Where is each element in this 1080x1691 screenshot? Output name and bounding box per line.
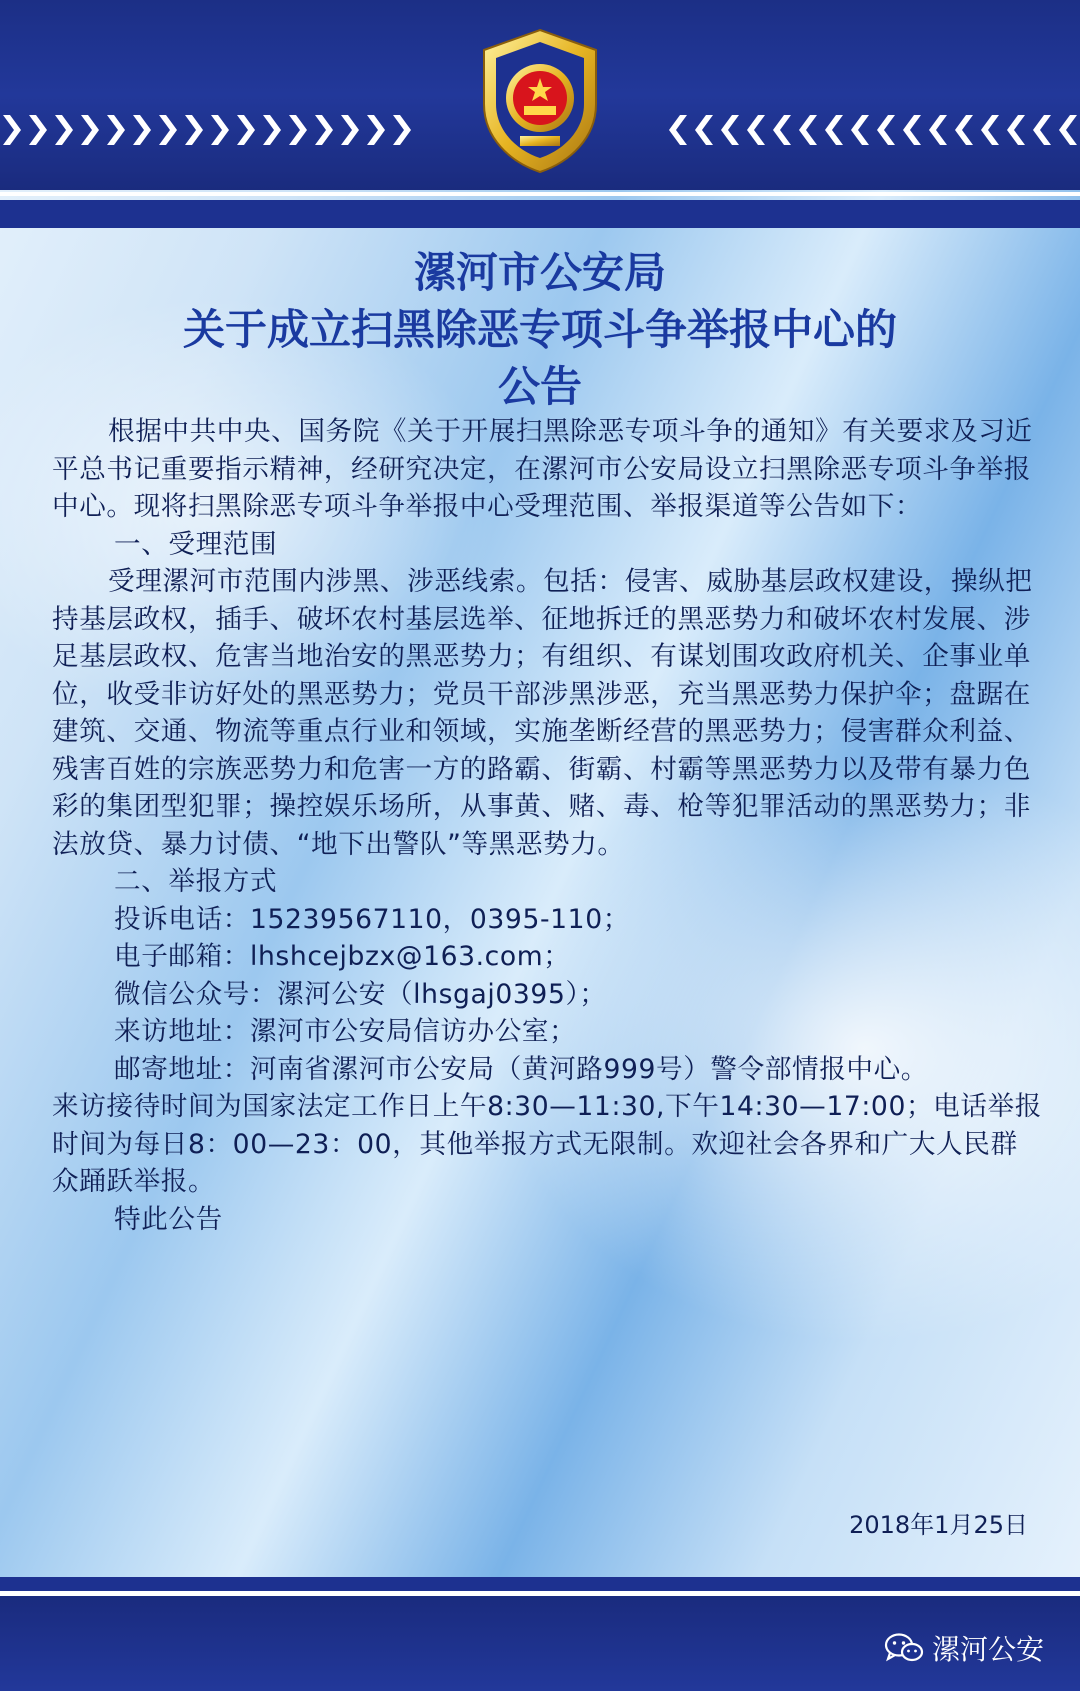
chevron-left-icon xyxy=(926,113,950,147)
chevron-right-icon xyxy=(234,113,258,147)
footer-stripe xyxy=(0,1577,1080,1591)
title-line-1: 漯河市公安局 xyxy=(413,248,666,297)
page-title xyxy=(0,244,1080,415)
chevron-row-left xyxy=(0,113,414,147)
chevron-left-icon xyxy=(1030,113,1054,147)
chevron-right-icon xyxy=(52,113,76,147)
chevron-right-icon xyxy=(156,113,180,147)
header-stripe xyxy=(0,200,1080,228)
chevron-left-icon xyxy=(978,113,1002,147)
chevron-right-icon xyxy=(104,113,128,147)
hours-paragraph: 来访接待时间为国家法定工作日上午8:30—11:30,下午14:30—17:00；电话举报时间为每日8：00—23：00，其他举报方式无限制。欢迎社会各界和广大人民群众踊跃举报。 xyxy=(52,1091,1042,1197)
chevron-left-icon xyxy=(952,113,976,147)
chevron-left-icon xyxy=(770,113,794,147)
chevron-row-right xyxy=(666,113,1080,147)
announcement-body xyxy=(52,413,1042,1238)
chevron-right-icon xyxy=(182,113,206,147)
chevron-left-icon xyxy=(692,113,716,147)
chevron-left-icon xyxy=(822,113,846,147)
chevron-left-icon xyxy=(796,113,820,147)
section-2-heading: 二、举报方式 xyxy=(114,866,278,897)
chevron-right-icon xyxy=(260,113,284,147)
chevron-right-icon xyxy=(78,113,102,147)
wechat-icon xyxy=(884,1632,924,1664)
email-line: 电子邮箱：lhshcejbzx@163.com； xyxy=(114,941,571,972)
chevron-right-icon xyxy=(130,113,154,147)
police-emblem-icon xyxy=(472,26,608,176)
chevron-right-icon xyxy=(286,113,310,147)
chevron-left-icon xyxy=(848,113,872,147)
chevron-left-icon xyxy=(1056,113,1080,147)
chevron-left-icon xyxy=(666,113,690,147)
brand-name: 漯河公安 xyxy=(931,1633,1044,1666)
chevron-right-icon xyxy=(364,113,388,147)
header-divider xyxy=(0,192,1080,196)
intro-paragraph: 根据中共中央、国务院《关于开展扫黑除恶专项斗争的通知》有关要求及习近平总书记重要指示精神，经研究决定，在漯河市公安局设立扫黑除恶专项斗争举报中心。现将扫黑除恶专项斗争举报中心受理范围、举报渠道等公告如下： xyxy=(52,416,1033,522)
chevron-left-icon xyxy=(874,113,898,147)
mail-address-line: 邮寄地址：河南省漯河市公安局（黄河路999号）警令部情报中心。 xyxy=(114,1053,928,1085)
chevron-left-icon xyxy=(744,113,768,147)
title-line-2: 关于成立扫黑除恶专项斗争举报中心的 xyxy=(182,305,897,354)
chevron-left-icon xyxy=(1004,113,1028,147)
announcement-date: 2018年1月25日 xyxy=(849,1511,1028,1539)
chevron-right-icon xyxy=(208,113,232,147)
visit-address-line: 来访地址：漯河市公安局信访办公室； xyxy=(114,1016,577,1047)
chevron-left-icon xyxy=(900,113,924,147)
footer-brand xyxy=(884,1628,1044,1668)
chevron-right-icon xyxy=(338,113,362,147)
closing-line: 特此公告 xyxy=(114,1203,223,1235)
header-band xyxy=(0,0,1080,190)
section-1-heading: 一、受理范围 xyxy=(114,528,278,560)
chevron-right-icon xyxy=(390,113,414,147)
section-1-body: 受理漯河市范围内涉黑、涉恶线索。包括：侵害、威胁基层政权建设，操纵把持基层政权，插手、破坏农村基层选举、征地拆迁的黑恶势力和破坏农村发展、涉足基层政权、危害当地治安的黑恶势力；有组织、有谋划围攻政府机关、企事业单位，收受非访好处的黑恶势力；党员干部涉黑涉恶，充当黑恶势力保护伞；盘踞在建筑、交通、物流等重点行业和领域，实施垄断经营的黑恶势力；侵害群众利益、残害百姓的宗族恶势力和危害一方的路霸、街霸、村霸等黑恶势力以及带有暴力色彩的集团型犯罪；操控娱乐场所，从事黄、赌、毒、枪等犯罪活动的黑恶势力；非法放贷、暴力讨债、“地下出警队”等黑恶势力。 xyxy=(52,566,1033,860)
title-line-3: 公告 xyxy=(497,362,582,411)
chevron-right-icon xyxy=(312,113,336,147)
chevron-right-icon xyxy=(0,113,24,147)
chevron-left-icon xyxy=(718,113,742,147)
chevron-right-icon xyxy=(26,113,50,147)
phone-line: 投诉电话：15239567110，0395-110； xyxy=(114,903,630,935)
wechat-line: 微信公众号：漯河公安（lhsgaj0395）； xyxy=(114,978,607,1010)
